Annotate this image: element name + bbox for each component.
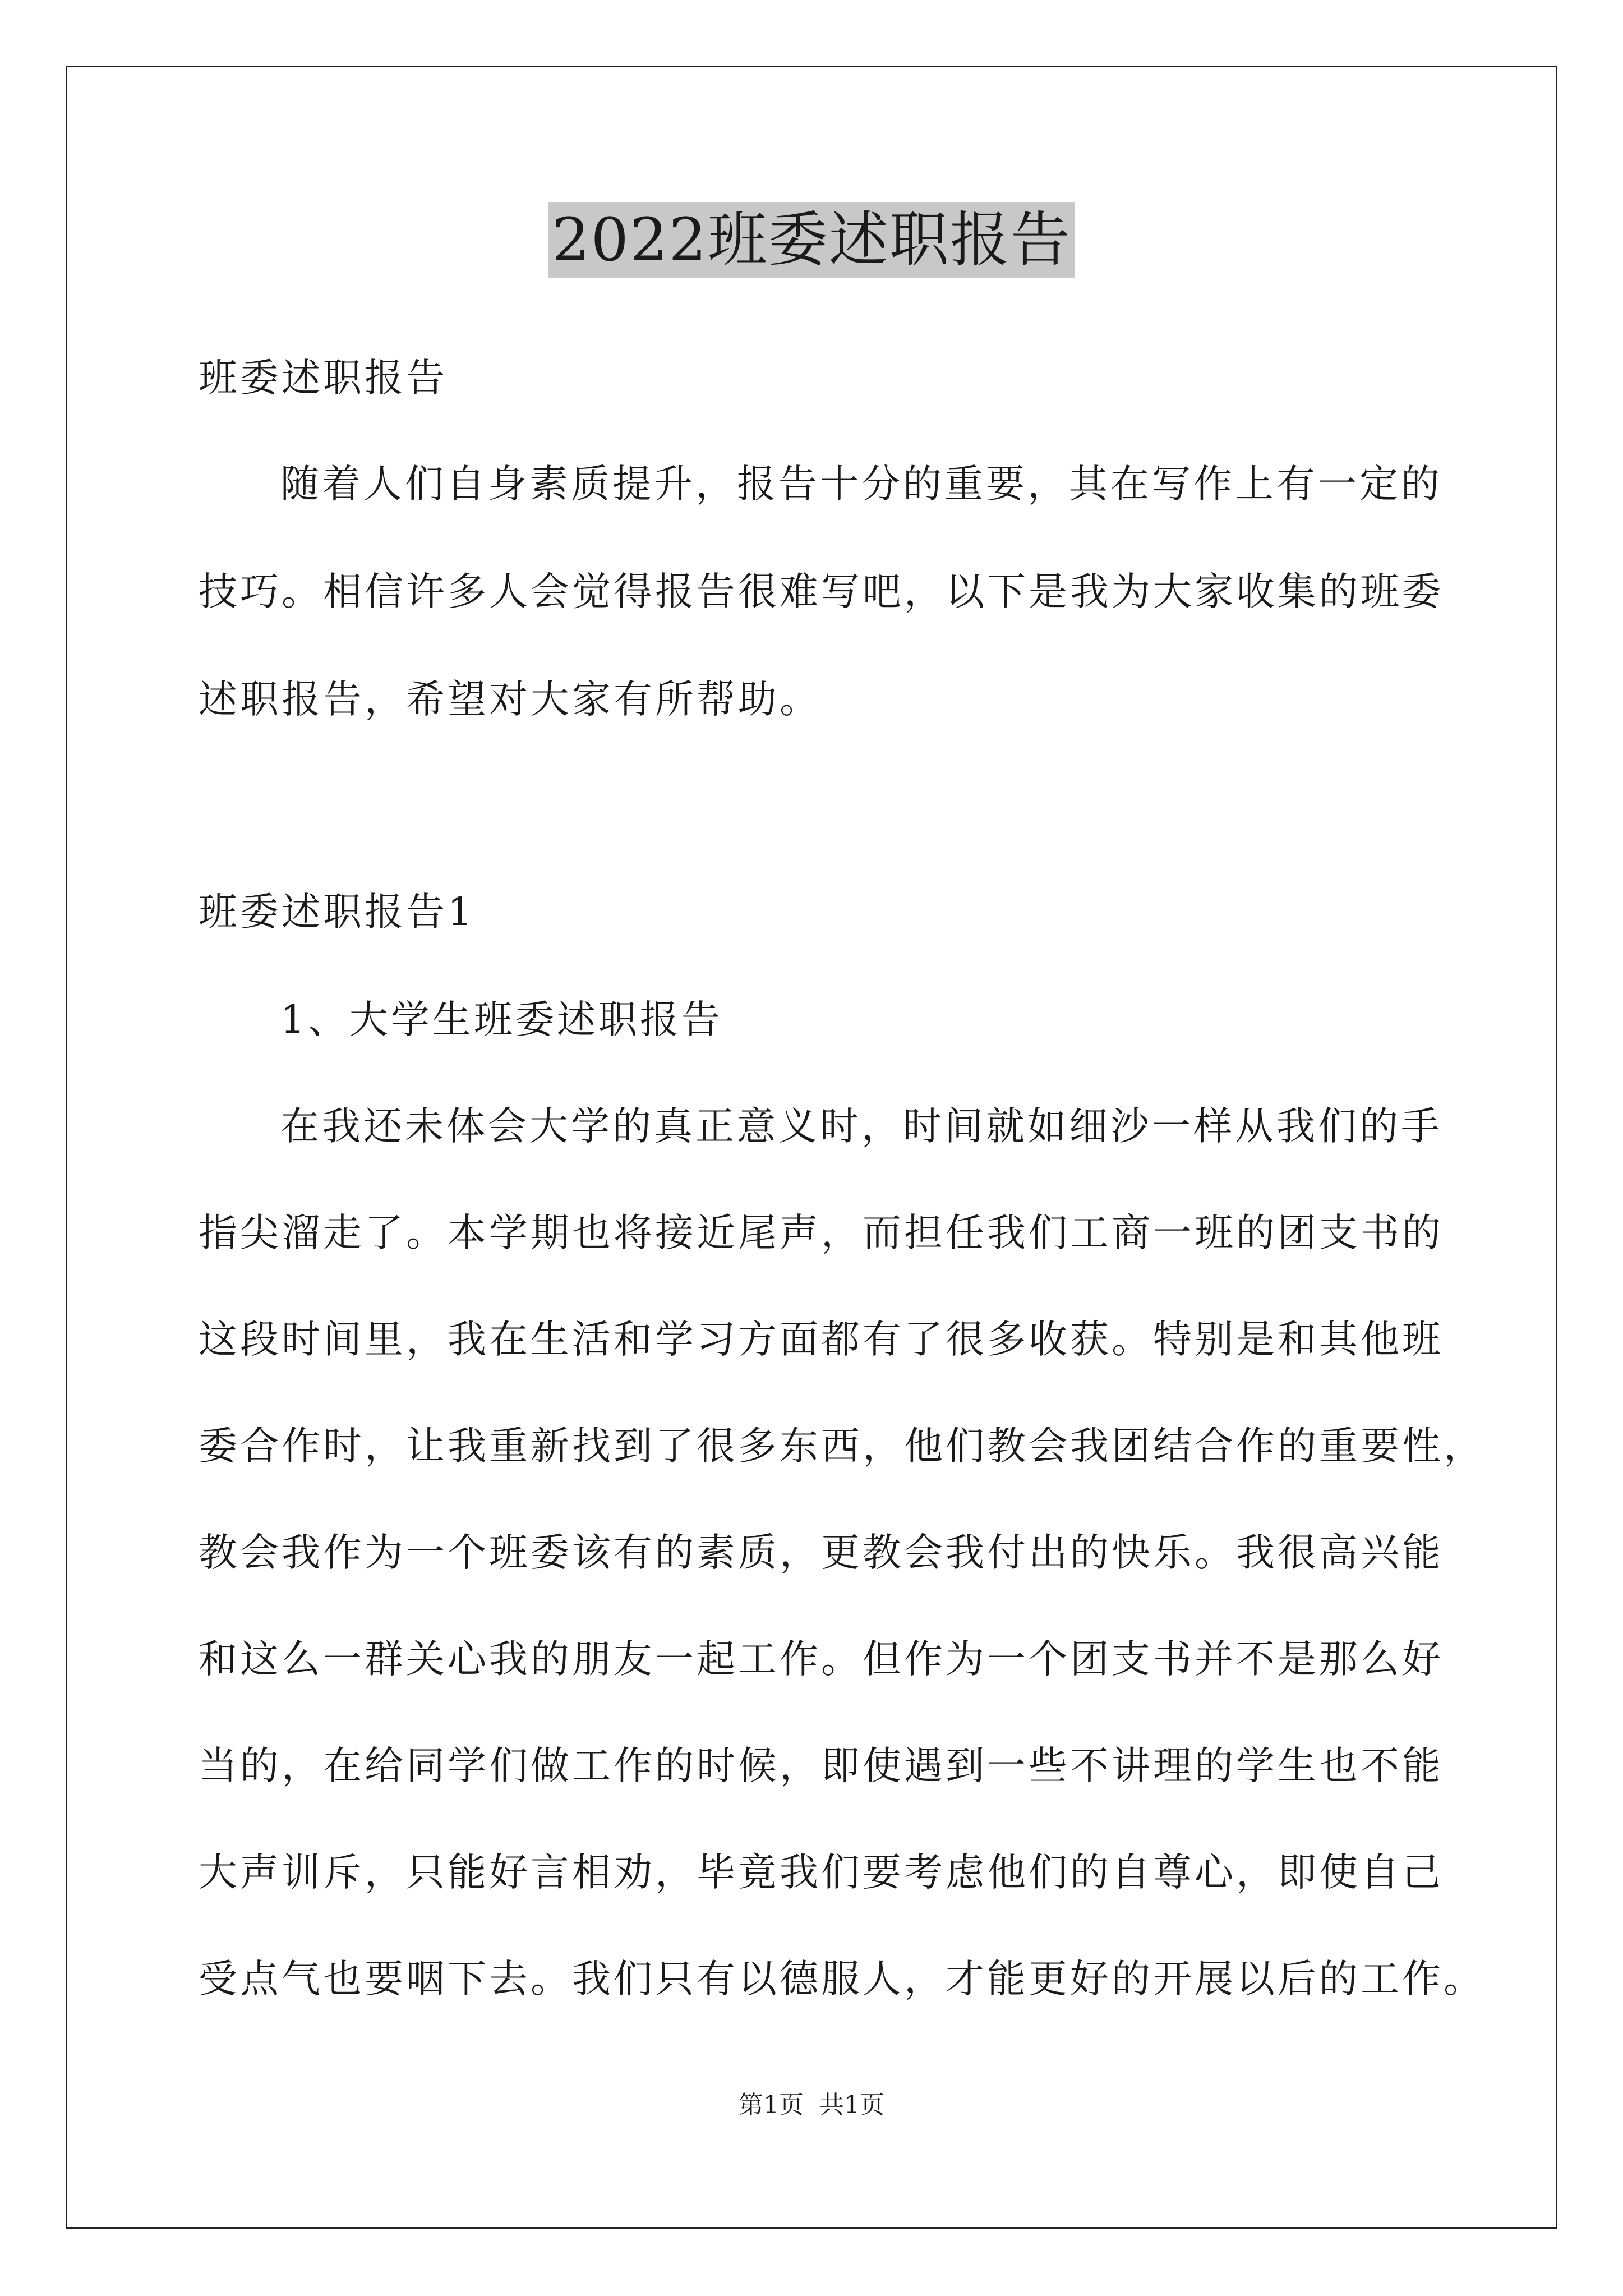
document-subtitle: 班委述职报告 bbox=[199, 356, 448, 401]
title-container bbox=[0, 202, 1623, 278]
body-line-5: 教会我作为一个班委该有的素质，更教会我付出的快乐。我很高兴能 bbox=[199, 1530, 1444, 1575]
section-heading: 班委述职报告1 bbox=[199, 890, 475, 935]
intro-line-1: 随着人们自身素质提升，报告十分的重要，其在写作上有一定的 bbox=[280, 462, 1442, 507]
page-footer bbox=[0, 2090, 1623, 2120]
body-line-8: 大声训斥，只能好言相劝，毕竟我们要考虑他们的自尊心，即使自己 bbox=[199, 1850, 1444, 1895]
intro-line-2: 技巧。相信许多人会觉得报告很难写吧，以下是我为大家收集的班委 bbox=[199, 569, 1444, 614]
intro-line-3: 述职报告，希望对大家有所帮助。 bbox=[199, 677, 821, 722]
body-line-2: 指尖溜走了。本学期也将接近尾声，而担任我们工商一班的团支书的 bbox=[199, 1211, 1444, 1255]
body-line-1: 在我还未体会大学的真正意义时，时间就如细沙一样从我们的手 bbox=[280, 1104, 1442, 1149]
page-total: 共1页 bbox=[819, 2091, 884, 2119]
page-number: 第1页 bbox=[739, 2091, 804, 2119]
body-line-6: 和这么一群关心我的朋友一起工作。但作为一个团支书并不是那么好 bbox=[199, 1637, 1444, 1682]
body-line-3: 这段时间里，我在生活和学习方面都有了很多收获。特别是和其他班 bbox=[199, 1317, 1444, 1362]
subsection-heading: 1、大学生班委述职报告 bbox=[280, 997, 723, 1042]
body-line-9: 受点气也要咽下去。我们只有以德服人，才能更好的开展以后的工作。 bbox=[199, 1957, 1485, 2001]
body-line-7: 当的，在给同学们做工作的时候，即使遇到一些不讲理的学生也不能 bbox=[199, 1743, 1444, 1788]
document-title: 2022班委述职报告 bbox=[548, 202, 1075, 278]
body-line-4: 委合作时，让我重新找到了很多东西，他们教会我团结合作的重要性， bbox=[199, 1424, 1485, 1469]
